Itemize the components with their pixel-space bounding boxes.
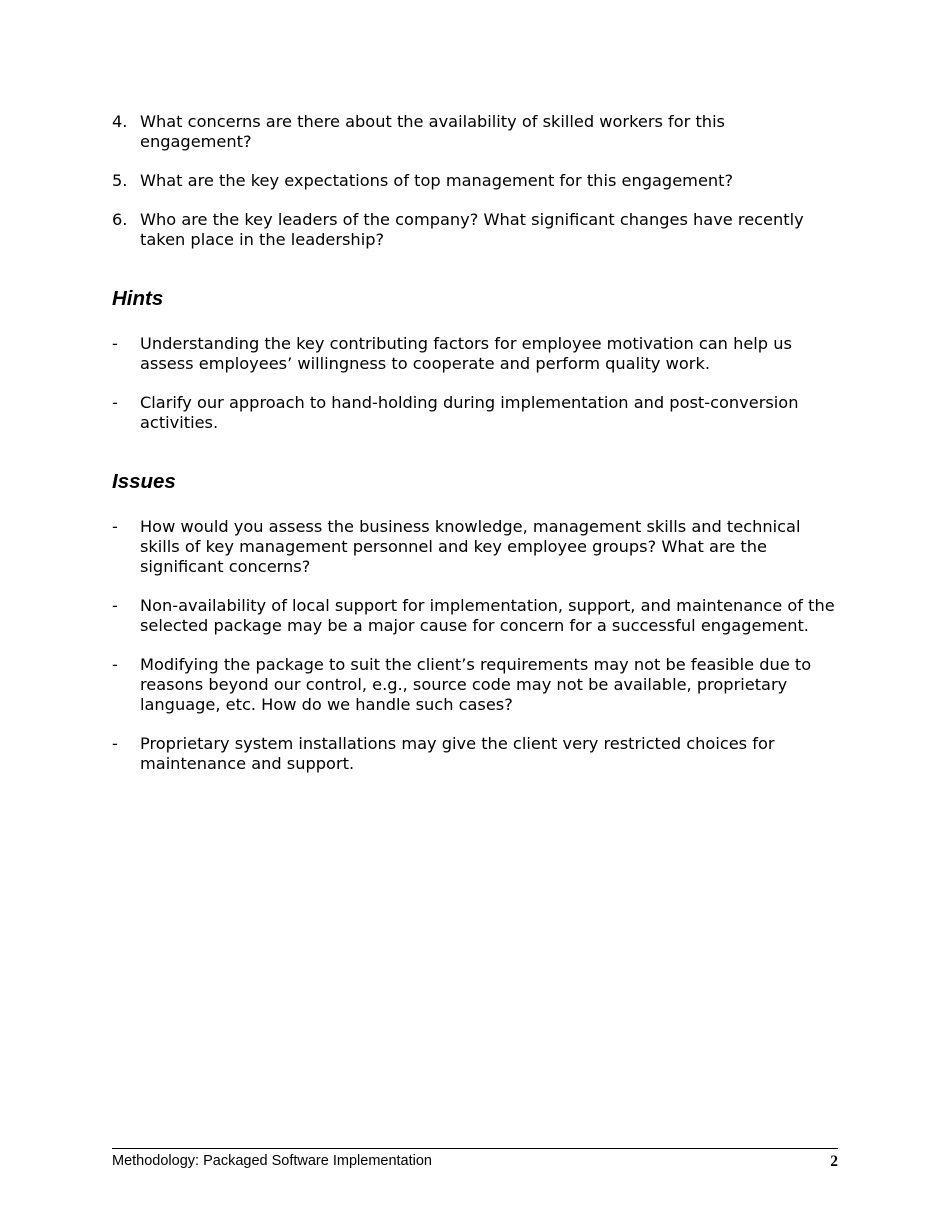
numbered-question-list (112, 112, 838, 250)
list-item-text: How would you assess the business knowledge, management skills and technical skills of key management personnel and key employee groups? What are the significant concerns? (140, 517, 801, 576)
page-number: 2 (830, 1153, 838, 1170)
hints-heading: Hints (112, 287, 164, 310)
list-item-text: Non-availability of local support for implementation, support, and maintenance of the selected package may be a major cause for concern for a successful engagement. (140, 596, 835, 635)
list-item-text: What concerns are there about the availability of skilled workers for this engagement? (140, 112, 725, 151)
bullet-dash: - (112, 393, 118, 412)
list-item-text: Who are the key leaders of the company? What significant changes have recently taken place in the leadership? (140, 210, 804, 249)
hints-list (112, 334, 838, 433)
list-item (112, 210, 838, 250)
bullet-dash: - (112, 596, 118, 615)
list-item-text: Modifying the package to suit the client’s requirements may not be feasible due to reasons beyond our control, e.g., source code may not be available, proprietary language, etc. How do we handle such cases? (140, 655, 812, 714)
issues-heading: Issues (112, 470, 176, 493)
list-item-text: Understanding the key contributing factors for employee motivation can help us assess employees’ willingness to cooperate and perform quality work. (140, 334, 792, 373)
list-item (112, 112, 838, 152)
bullet-dash: - (112, 517, 118, 536)
list-item-text: What are the key expectations of top management for this engagement? (140, 171, 734, 190)
bullet-dash: - (112, 655, 118, 674)
list-number: 4. (112, 112, 128, 131)
list-number: 5. (112, 171, 128, 190)
list-item (112, 171, 838, 191)
footer-title: Methodology: Packaged Software Implementation (112, 1153, 432, 1169)
issues-list (112, 517, 838, 774)
list-item (112, 334, 838, 374)
list-item (112, 734, 838, 774)
list-item-text: Proprietary system installations may give the client very restricted choices for maintenance and support. (140, 734, 775, 773)
list-item-text: Clarify our approach to hand-holding during implementation and post-conversion activities. (140, 393, 799, 432)
list-number: 6. (112, 210, 128, 229)
bullet-dash: - (112, 734, 118, 753)
bullet-dash: - (112, 334, 118, 353)
list-item (112, 517, 838, 577)
document-page (112, 112, 838, 793)
list-item (112, 393, 838, 433)
list-item (112, 655, 838, 715)
list-item (112, 596, 838, 636)
page-footer (112, 1148, 838, 1170)
